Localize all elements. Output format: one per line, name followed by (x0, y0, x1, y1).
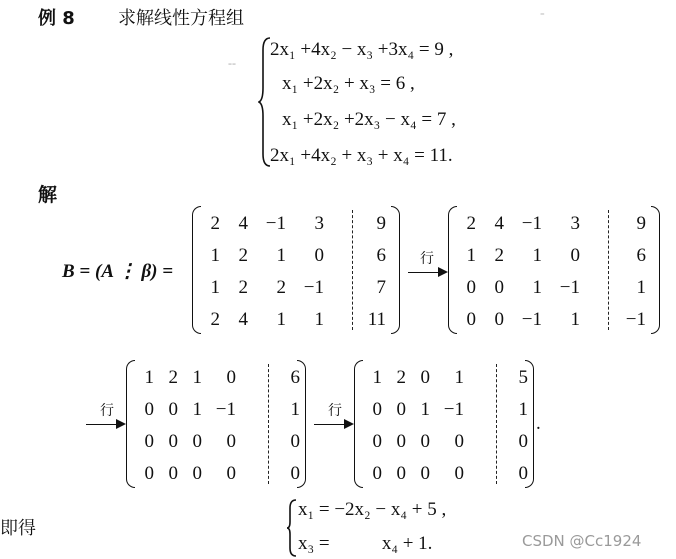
matrix-cell: 0 (226, 463, 236, 484)
augmented-matrix-step1 (448, 206, 660, 334)
scan-mark-left: -- (228, 56, 236, 70)
matrix-cell: 0 (192, 431, 202, 452)
equation-1: 2x₁ +4x₂ − x₃ +3x₄ = 9 , (270, 39, 454, 60)
matrix-cell: 0 (168, 463, 178, 484)
matrix-cell: 0 (192, 463, 202, 484)
matrix-cell: 0 (466, 309, 476, 330)
equation-2: x₁ +2x₂ + x₃ = 6 , (282, 73, 415, 94)
matrix-cell: 0 (518, 463, 528, 484)
matrix-cell: 2 (238, 245, 248, 266)
problem-title: 求解线性方程组 (118, 8, 244, 29)
matrix-cell: 0 (144, 431, 154, 452)
watermark: CSDN @Cc1924 (522, 532, 642, 550)
augmented-matrix-original (192, 206, 400, 334)
matrix-cell: 4 (238, 213, 248, 234)
matrix-cell: 0 (420, 367, 430, 388)
arrow-shaft (86, 424, 118, 425)
matrix-cell: 1 (192, 399, 202, 420)
matrix-cell: 0 (372, 463, 382, 484)
matrix-cell: 0 (396, 463, 406, 484)
matrix-cell: 5 (518, 367, 528, 388)
scan-mark: - (540, 6, 545, 21)
matrix-cell: 1 (532, 277, 542, 298)
augmented-matrix-step2 (126, 360, 306, 488)
augmented-lhs-label: B = (A ⋮ β) = (62, 261, 174, 282)
result-label: 即得 (0, 518, 36, 539)
equation-4: 2x₁ +4x₂ + x₃ + x₄ = 11. (270, 145, 453, 166)
right-parenthesis (391, 206, 400, 334)
matrix-cell: 0 (144, 463, 154, 484)
matrix-cell: 1 (420, 399, 430, 420)
augmented-matrix-reduced (354, 360, 534, 488)
matrix-cell: 6 (290, 367, 300, 388)
matrix-cell: 1 (192, 367, 202, 388)
end-period: . (536, 413, 541, 434)
matrix-cell: 0 (420, 463, 430, 484)
matrix-cell: 4 (238, 309, 248, 330)
arrow-shaft (314, 424, 346, 425)
matrix-cell: 1 (454, 367, 464, 388)
matrix-cell: −1 (443, 399, 464, 420)
solution-label: 解 (38, 184, 58, 206)
matrix-cell: 0 (226, 367, 236, 388)
matrix-cell: 0 (420, 431, 430, 452)
matrix-cell: 2 (210, 309, 220, 330)
matrix-cell: −1 (521, 213, 542, 234)
row-operation-label: 行 (420, 251, 434, 267)
matrix-cell: 1 (372, 367, 382, 388)
matrix-cell: 0 (454, 431, 464, 452)
row-operation-label: 行 (100, 403, 114, 419)
matrix-cell: 2 (494, 245, 504, 266)
result-line-1: x₁ = −2x₂ − x₄ + 5 , (298, 499, 447, 520)
matrix-cell: 1 (144, 367, 154, 388)
matrix-cell: 2 (168, 367, 178, 388)
matrix-cell: 2 (396, 367, 406, 388)
matrix-cell: −1 (625, 309, 646, 330)
matrix-cell: 1 (518, 399, 528, 420)
matrix-cell: 0 (396, 431, 406, 452)
matrix-cell: 0 (570, 245, 580, 266)
matrix-cell: −1 (215, 399, 236, 420)
matrix-cell: 3 (314, 213, 324, 234)
matrix-cell: 6 (636, 245, 646, 266)
matrix-cell: 1 (210, 277, 220, 298)
matrix-cell: 0 (372, 431, 382, 452)
matrix-cell: 1 (570, 309, 580, 330)
matrix-cell: 4 (494, 213, 504, 234)
matrix-cell: 0 (290, 431, 300, 452)
matrix-cell: 2 (466, 213, 476, 234)
matrix-cell: 0 (290, 463, 300, 484)
matrix-cell: 0 (168, 399, 178, 420)
matrix-cell: 9 (636, 213, 646, 234)
matrix-cell: 0 (168, 431, 178, 452)
matrix-cell: 11 (367, 309, 386, 330)
example-label: 例 8 (38, 8, 75, 29)
augmentation-separator (608, 210, 609, 330)
matrix-cell: 0 (396, 399, 406, 420)
result-line-2: x₃ = x₄ + 1. (298, 533, 433, 554)
right-parenthesis (651, 206, 660, 334)
matrix-cell: 1 (290, 399, 300, 420)
matrix-cell: 1 (466, 245, 476, 266)
matrix-cell: 0 (144, 399, 154, 420)
matrix-cell: 1 (532, 245, 542, 266)
matrix-cell: 1 (636, 277, 646, 298)
arrow-shaft (408, 272, 440, 273)
matrix-cell: 0 (494, 309, 504, 330)
matrix-cell: 9 (376, 213, 386, 234)
arrow-right-icon (438, 267, 448, 277)
matrix-cell: −1 (265, 213, 286, 234)
augmentation-separator (268, 364, 269, 484)
matrix-cell: 7 (376, 277, 386, 298)
matrix-cell: 0 (466, 277, 476, 298)
arrow-right-icon (344, 419, 354, 429)
matrix-cell: 2 (276, 277, 286, 298)
augmentation-separator (352, 210, 353, 330)
arrow-right-icon (116, 419, 126, 429)
matrix-cell: −1 (521, 309, 542, 330)
matrix-cell: −1 (303, 277, 324, 298)
matrix-cell: 0 (226, 431, 236, 452)
matrix-cell: 0 (454, 463, 464, 484)
matrix-cell: 0 (314, 245, 324, 266)
matrix-cell: 0 (518, 431, 528, 452)
matrix-cell: 1 (210, 245, 220, 266)
row-operation-label: 行 (328, 403, 342, 419)
matrix-cell: 1 (314, 309, 324, 330)
matrix-cell: 1 (276, 309, 286, 330)
result-brace (286, 498, 298, 558)
matrix-cell: 2 (210, 213, 220, 234)
matrix-cell: 1 (276, 245, 286, 266)
matrix-cell: 6 (376, 245, 386, 266)
matrix-cell: −1 (559, 277, 580, 298)
matrix-cell: 0 (494, 277, 504, 298)
augmentation-separator (496, 364, 497, 484)
equation-3: x₁ +2x₂ +2x₃ − x₄ = 7 , (282, 109, 456, 130)
matrix-cell: 0 (372, 399, 382, 420)
matrix-cell: 2 (238, 277, 248, 298)
matrix-cell: 3 (570, 213, 580, 234)
